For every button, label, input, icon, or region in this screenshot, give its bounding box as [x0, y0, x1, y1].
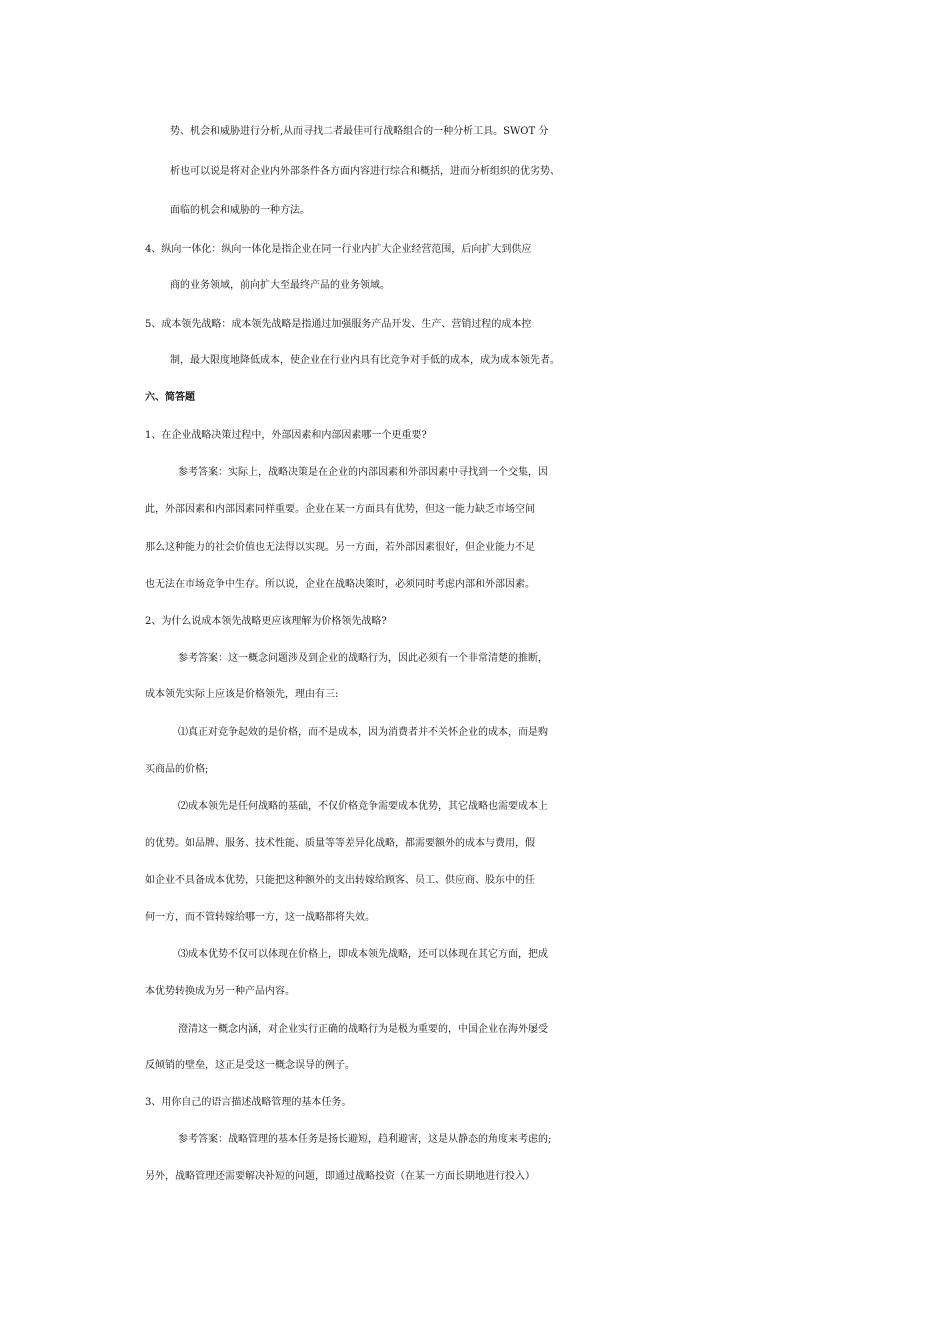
- text-line: 成本领先实际上应该是价格领先，理由有三:: [145, 689, 339, 700]
- text-line: 反倾销的壁垒，这正是受这一概念误导的例子。: [145, 1060, 355, 1071]
- text-line: 的优势。如品牌、服务、技术性能、质量等等差异化战略，都需要额外的成本与费用，假: [145, 838, 535, 849]
- text-line: 势、机会和威胁进行分析,从而寻找二者最佳可行战略组合的一种分析工具。SWOT 分: [170, 126, 549, 137]
- clarification-paragraph: 澄清这一概念内涵，对企业实行正确的战略行为是极为重要的，中国企业在海外屡受: [178, 1024, 548, 1035]
- text-line: 如企业不具备成本优势，只能把这种额外的支出转嫁给顾客、员工、供应商、股东中的任: [145, 875, 535, 886]
- text-line: 买商品的价格;: [145, 764, 209, 775]
- text-line: 面临的机会和威胁的一种方法。: [170, 205, 310, 216]
- text-line: 本优势转换成为另一种产品内容。: [145, 986, 295, 997]
- section-heading: 六、简答题: [145, 392, 195, 403]
- text-line: 那么这种能力的社会价值也无法得以实现。另一方面，若外部因素很好，但企业能力不足: [145, 542, 535, 553]
- reason-2: ⑵成本领先是任何战略的基础，不仅价格竞争需要成本优势，其它战略也需要成本上: [178, 801, 548, 812]
- answer-paragraph: 参考答案：战略管理的基本任务是扬长避短，趋利避害，这是从静态的角度来考虑的;: [178, 1134, 552, 1145]
- text-line: 商的业务领域，前向扩大至最终产品的业务领域。: [170, 280, 390, 291]
- text-line: 也无法在市场竞争中生存。所以说，企业在战略决策时，必须同时考虑内部和外部因素。: [145, 579, 535, 590]
- text-line: 此，外部因素和内部因素同样重要。企业在某一方面具有优势，但这一能力缺乏市场空间: [145, 504, 535, 515]
- answer-paragraph: 参考答案：这一概念问题涉及到企业的战略行为，因此必须有一个非常清楚的推断，: [178, 653, 548, 664]
- definition-item-5: 5、成本领先战略：成本领先战略是指通过加强服务产品开发、生产、营销过程的成本控: [145, 319, 532, 330]
- text-line: 析也可以说是将对企业内外部条件各方面内容进行综合和概括，进而分析组织的优劣势、: [170, 166, 560, 177]
- definition-item-4: 4、纵向一体化：纵向一体化是指企业在同一行业内扩大企业经营范围，后向扩大到供应: [145, 244, 532, 255]
- answer-paragraph: 参考答案：实际上，战略决策是在企业的内部因素和外部因素中寻找到一个交集，因: [178, 467, 548, 478]
- question-1: 1、在企业战略决策过程中，外部因素和内部因素哪一个更重要?: [145, 430, 427, 441]
- reason-1: ⑴真正对竞争起效的是价格，而不是成本，因为消费者并不关怀企业的成本，而是购: [178, 727, 548, 738]
- question-2: 2、为什么说成本领先战略更应该理解为价格领先战略?: [145, 616, 387, 627]
- text-line: 何一方，而不管转嫁给哪一方，这一战略都将失效。: [145, 912, 375, 923]
- reason-3: ⑶成本优势不仅可以体现在价格上，即成本领先战略，还可以体现在其它方面，把成: [178, 949, 548, 960]
- text-line: 另外，战略管理还需要解决补短的问题，即通过战略投资（在某一方面长期地进行投入）: [145, 1171, 535, 1182]
- text-line: 制，最大限度地降低成本，使企业在行业内具有比竞争对手低的成本，成为成本领先者。: [170, 355, 560, 366]
- question-3: 3、用你自己的语言描述战略管理的基本任务。: [145, 1097, 352, 1108]
